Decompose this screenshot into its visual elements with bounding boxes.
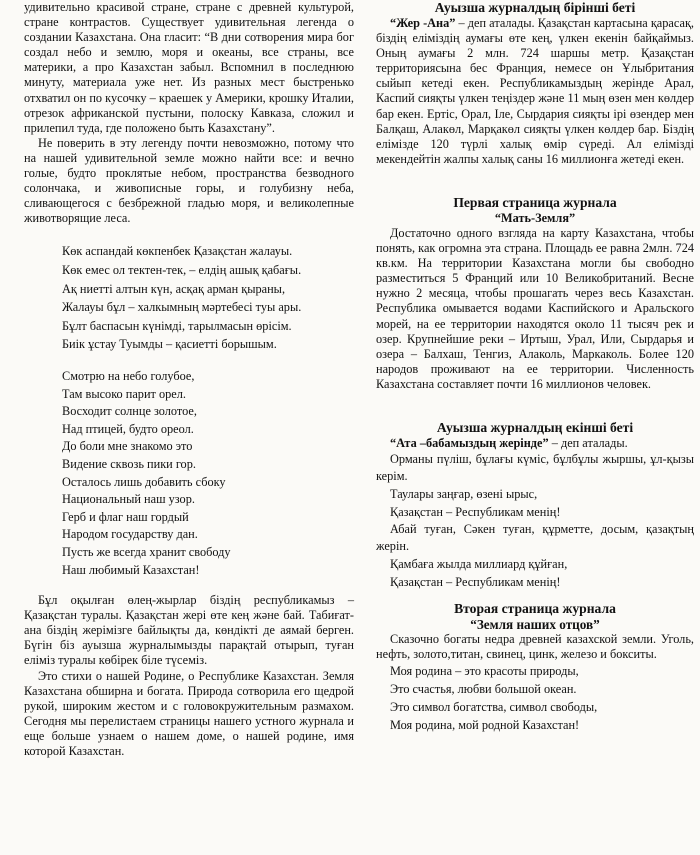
poem-line: Абай туған, Сәкен туған, құрметте, досым, қазақтың жерін. (376, 522, 694, 554)
poem-line: Это символ богатства, символ свободы, (390, 700, 598, 715)
poem-line: Көк емес ол тектен-тек, – елдің ашық қабағы. (62, 263, 302, 277)
section-body: – деп аталады. (548, 435, 628, 450)
poem-line: Наш любимый Казахстан! (62, 562, 200, 577)
section-first-page-ru (376, 195, 694, 392)
section-first-page-kz (376, 0, 694, 167)
poem-line: Қазақстан – Республикам менің! (390, 575, 561, 590)
poem-line: Осталось лишь добавить сбоку (62, 474, 226, 489)
poem-line: Моя родина, мой родной Казахстан! (390, 718, 580, 733)
poem-line: Орманы пүліш, бұлағы күміс, бұлбұлы жыршы, ұл-қызы керім. (376, 452, 694, 484)
section-text (376, 16, 694, 167)
poem-line: Национальный наш узор. (62, 492, 195, 507)
section-subheading: “Мать-Земля” (494, 210, 576, 225)
right-column (366, 0, 694, 855)
section-title: “Жер -Ана” (390, 16, 456, 30)
poem-line: Это счастья, любви большой океан. (390, 682, 577, 697)
poem-line: Қазақстан – Республикам менің! (390, 505, 561, 520)
section-heading: Первая страница журнала (453, 194, 617, 210)
poem-line: Пусть же всегда хранит свободу (62, 544, 231, 559)
poem-line: Моя родина – это красоты природы, (390, 664, 579, 679)
kazakh-summary-paragraph: Бұл оқылған өлең-жырлар біздің республикамыз – Қазақстан туралы. Қазақстан жері өте кең және бай. Табиғат-ана біздің жерімізге байлықты да, көндікті де аямай берген. Бүгін біз ауызша журналымызды парақтай отырып, туған еліміз туралы көбірек біле түсеміз. (24, 593, 354, 668)
section-heading: Вторая страница журнала (454, 601, 616, 617)
poem-line: Там высоко парит орел. (62, 386, 186, 401)
poem-line: Таулары заңғар, өзені ырыс, (390, 487, 538, 502)
poem-line: Восходит солнце золотое, (62, 404, 197, 419)
poem-line: Қамбаға жылда миллиард құйған, (390, 557, 568, 572)
left-column (24, 0, 366, 855)
poem-line: Народом государству дан. (62, 527, 198, 542)
poem-line: Биік ұстау Туымды – қасиетті борышым. (62, 337, 277, 352)
section-title: “Ата –бабамыздың жерінде” (390, 435, 549, 450)
poem (376, 451, 694, 591)
poem-line: Көк аспандай көкпенбек Қазақстан жалауы. (62, 244, 293, 259)
poem-line: Бұлт баспасын күнімді, тарылмасын өрісім. (62, 318, 292, 333)
russian-poem (62, 368, 354, 579)
legend-paragraph: Не поверить в эту легенду почти невозможно, потому что на нашей удивительной земле можно найти все: и вечно голые, будто проклятые небом, пространства безводного солончака, и живописные горы, и голубизну неба, сливающегося с безбрежной гладью моря, и великолепные животворящие леса. (24, 135, 354, 226)
poem-line: Жалауы бұл – халкымның мәртебесі туы ары. (62, 300, 302, 315)
intro-paragraph: удивительно красивой стране, стране с древней культурой, стране контрастов. Существует удивительная легенда о создании Казахстана. Она гласит: “В дни сотворения мира бог создал небо и землю, моря и океаны, все страны, все материки, а про Казахстан забыл. Вспомнил в последнюю минуту, материала уже нет. Из разных мест быстренько отхватил он по кусочку – краешек у Америки, крошку Италии, отрезок африканской пустыни, полоску Кавказа, сложил и прилепил туда, где положено быть Казахстану”. (24, 0, 354, 135)
poem-line: До боли мне знакомо это (62, 439, 193, 454)
section-text (376, 436, 694, 451)
section-text: Сказочно богаты недра древней казахской земли. Уголь, нефть, золото,титан, свинец, цинк, железо и бокситы. (376, 632, 694, 662)
section-second-page-ru (376, 601, 694, 734)
russian-summary-paragraph: Это стихи о нашей Родине, о Республике Казахстан. Земля Казахстана обширна и богата. Природа сотворила его щедрой рукой, широким жестом и с головокружительным размахом. Сегодня мы перелистаем страницы нашего устного журнала и еще больше узнаем о нашем доме, о нашей родине, имя которой Казахстан. (24, 668, 354, 759)
poem (376, 662, 694, 734)
section-second-page-kz (376, 420, 694, 591)
section-body: – деп аталады. Қазақстан картасына қарасақ, біздің еліміздің аумағы өте кең, үлкен екенін байқаймыз. Оның аумағы 2 млн. 724 шаршы метр. Қазақстан территориясына бес Франция, немесе он Ұлыбритания сыйып кетеді екен. Республикамыздың жерінде Арал, Каспий сияқты үлкен теңіздер және 11 мың өзен мен көлдер бар екен. Ертіс, Орал, Іле, Сырдария сияқты ірі өзендер мен Балқаш, Алакөл, Марқакөл сияқты үлкен көлдер бар. Біздің елімізде 120 түрлі халық өмір сүреді. Ал елімізді мекендейтін жалпы халық саны 16 миллионға жетеді екен. (376, 16, 694, 166)
poem-line: Ақ ниетті алтын күн, асқақ арман қыраны, (62, 281, 286, 296)
poem-line: Смотрю на небо голубое, (62, 368, 195, 383)
section-heading: Ауызша журналдың бірінші беті (434, 0, 636, 15)
section-text: Достаточно одного взгляда на карту Казахстана, чтобы понять, как огромна эта страна. Площадь ее равна 2млн. 724 кв.км. На территории Казахстана могли бы свободно разместиться 5 Франций или 10 Великобританий. Весне нужно 2 месяца, чтобы прошагать через весь Казахстан. Республика омывается водами Каспийского и Аральского морей, на ее территории находятся около 11 тысяч рек и озер. Крупнейшие реки – Иртыш, Урал, Или, Сырдарья и озера – Балхаш, Тенгиз, Алаколь, Маркаколь. Более 120 народов проживают на ее территории. Численность Казахстана составляет почти 16 миллионов человек. (376, 225, 694, 391)
poem-line: Над птицей, будто ореол. (62, 421, 194, 436)
kazakh-poem (62, 242, 354, 354)
section-heading: Ауызша журналдың екінші беті (436, 419, 634, 435)
section-subheading: “Земля наших отцов” (470, 617, 600, 633)
poem-line: Герб и флаг наш гордый (62, 509, 189, 524)
poem-line: Видение сквозь пики гор. (62, 456, 196, 471)
